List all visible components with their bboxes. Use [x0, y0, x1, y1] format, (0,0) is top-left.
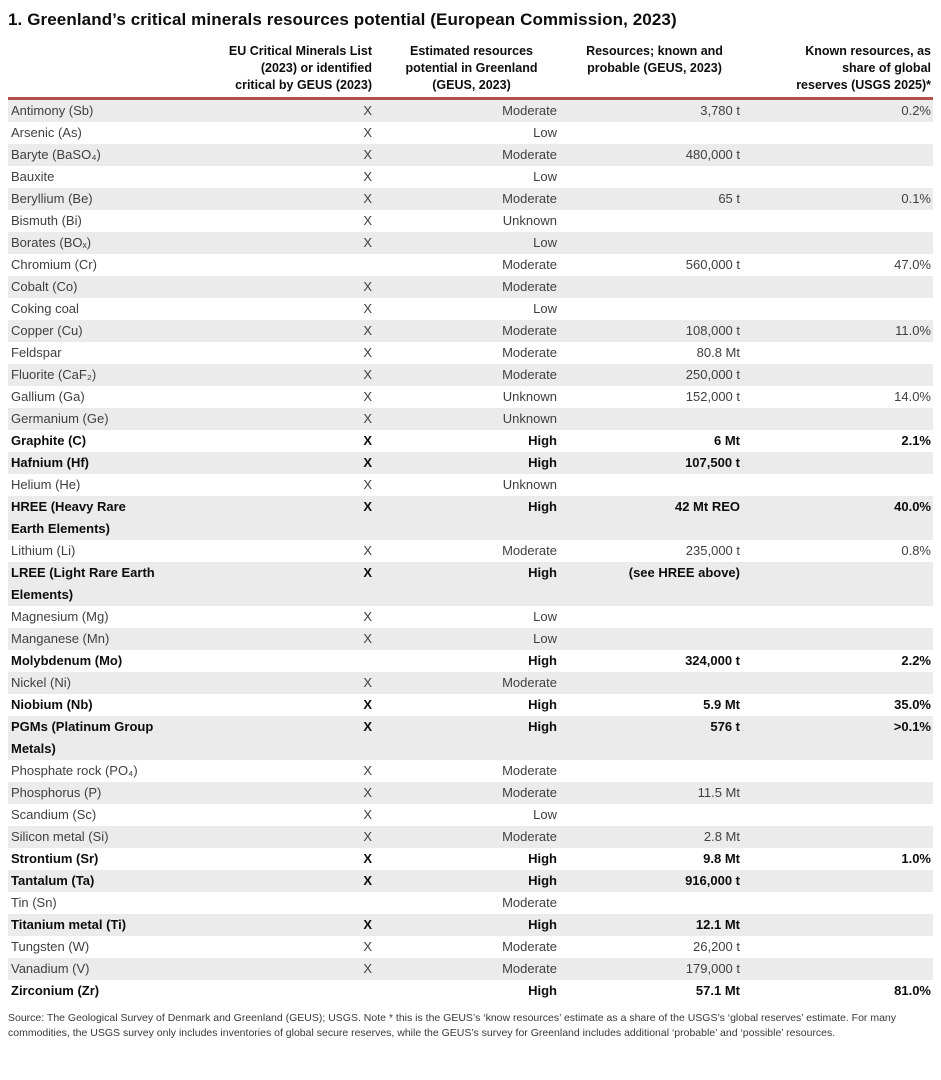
eu-critical-mark: X: [363, 147, 372, 162]
header-mineral: [8, 43, 190, 99]
resources-value: [563, 672, 746, 694]
eu-critical-mark: X: [363, 455, 372, 470]
share-value: 14.0%: [894, 389, 931, 404]
share-value: [746, 408, 933, 430]
eu-critical-mark: X: [363, 389, 372, 404]
table-row: [8, 188, 933, 210]
potential-value: Moderate: [502, 785, 557, 800]
potential-value: Moderate: [502, 675, 557, 690]
potential-value: Moderate: [502, 323, 557, 338]
table-row: [8, 914, 933, 936]
table-row: [8, 496, 933, 540]
mineral-name: Bauxite: [11, 169, 55, 184]
mineral-name: Vanadium (V): [11, 961, 90, 976]
potential-value: High: [528, 697, 557, 712]
share-value: [746, 782, 933, 804]
share-value: 2.2%: [901, 653, 931, 668]
eu-critical-mark: [190, 892, 380, 914]
table-row: [8, 936, 933, 958]
eu-critical-mark: X: [363, 301, 372, 316]
potential-value: High: [528, 565, 557, 580]
share-value: [746, 342, 933, 364]
mineral-name: Graphite (C): [11, 433, 87, 448]
table-row: [8, 122, 933, 144]
mineral-name: HREE (Heavy Rare: [11, 499, 126, 514]
table-row: [8, 672, 933, 694]
header-line: Estimated resources: [410, 44, 533, 58]
potential-value: Moderate: [502, 147, 557, 162]
share-value: 0.2%: [901, 103, 931, 118]
mineral-name: Arsenic (As): [11, 125, 82, 140]
mineral-name: Niobium (Nb): [11, 697, 93, 712]
eu-critical-mark: X: [363, 807, 372, 822]
potential-value: Low: [533, 125, 557, 140]
header-line: Known resources, as: [805, 44, 931, 58]
share-value: [746, 166, 933, 188]
header-line: potential in Greenland: [405, 61, 538, 75]
potential-value: Moderate: [502, 279, 557, 294]
potential-value: High: [528, 851, 557, 866]
table-row: [8, 144, 933, 166]
mineral-name: Zirconium (Zr): [11, 983, 100, 998]
potential-value: High: [528, 719, 557, 734]
resources-value: 152,000 t: [685, 389, 740, 404]
share-value: [746, 892, 933, 914]
resources-value: 108,000 t: [685, 323, 740, 338]
table-row: [8, 342, 933, 364]
eu-critical-mark: X: [363, 125, 372, 140]
mineral-name: Tantalum (Ta): [11, 873, 95, 888]
eu-critical-mark: X: [363, 961, 372, 976]
mineral-name: Antimony (Sb): [11, 103, 94, 118]
mineral-name: Copper (Cu): [11, 323, 83, 338]
resources-value: 250,000 t: [685, 367, 740, 382]
share-value: >0.1%: [893, 719, 931, 734]
resources-value: 2.8 Mt: [703, 829, 740, 844]
share-value: [746, 474, 933, 496]
header-eu-critical-list: [190, 43, 380, 99]
header-line: critical by GEUS (2023): [235, 78, 372, 92]
eu-critical-mark: X: [363, 499, 372, 514]
resources-value: 235,000 t: [685, 543, 740, 558]
share-value: 0.1%: [901, 191, 931, 206]
share-value: [746, 870, 933, 892]
share-value: [746, 276, 933, 298]
eu-critical-mark: X: [363, 191, 372, 206]
resources-value: 107,500 t: [685, 455, 740, 470]
potential-value: High: [528, 653, 557, 668]
potential-value: Unknown: [502, 213, 557, 228]
eu-critical-mark: X: [363, 411, 372, 426]
share-value: [746, 210, 933, 232]
eu-critical-mark: X: [363, 719, 372, 734]
share-value: 35.0%: [894, 697, 931, 712]
table-row: [8, 254, 933, 276]
table-row: [8, 892, 933, 914]
share-value: [746, 452, 933, 474]
mineral-name: Phosphorus (P): [11, 785, 102, 800]
mineral-name-cell: [8, 254, 190, 276]
share-value: 1.0%: [901, 851, 931, 866]
eu-critical-mark: X: [363, 697, 372, 712]
eu-critical-mark: X: [363, 565, 372, 580]
mineral-name-cell: [8, 958, 190, 980]
mineral-name-cell: [8, 430, 190, 452]
mineral-name: Molybdenum (Mo): [11, 653, 123, 668]
table-row: [8, 782, 933, 804]
table-row: [8, 870, 933, 892]
resources-value: 179,000 t: [685, 961, 740, 976]
mineral-name-cell: [8, 540, 190, 562]
potential-value: High: [528, 873, 557, 888]
mineral-name-cell: [8, 980, 190, 1002]
minerals-table: [8, 43, 933, 1002]
table-row: [8, 694, 933, 716]
resources-value: 42 Mt REO: [674, 499, 740, 514]
share-value: [746, 298, 933, 320]
share-value: [746, 804, 933, 826]
mineral-name: Tungsten (W): [11, 939, 90, 954]
mineral-name-cell: [8, 99, 190, 123]
mineral-name: Bismuth (Bi): [11, 213, 82, 228]
eu-critical-mark: X: [363, 213, 372, 228]
table-row: [8, 430, 933, 452]
potential-value: Low: [533, 301, 557, 316]
resources-value: 26,200 t: [693, 939, 740, 954]
mineral-name-cell: [8, 870, 190, 892]
table-row: [8, 540, 933, 562]
mineral-name-cell: [8, 122, 190, 144]
resources-value: [563, 408, 746, 430]
mineral-name: LREE (Light Rare Earth: [11, 565, 155, 580]
mineral-name-cell: [8, 364, 190, 386]
table-row: [8, 232, 933, 254]
mineral-name-cell: [8, 298, 190, 320]
eu-critical-mark: X: [363, 103, 372, 118]
potential-value: Low: [533, 235, 557, 250]
table-row: [8, 562, 933, 606]
resources-value: [563, 276, 746, 298]
mineral-name-cell: [8, 936, 190, 958]
potential-value: Moderate: [502, 895, 557, 910]
mineral-name-cell: [8, 232, 190, 254]
potential-value: Unknown: [502, 477, 557, 492]
potential-value: Moderate: [502, 345, 557, 360]
resources-value: [563, 760, 746, 782]
share-value: 0.8%: [901, 543, 931, 558]
mineral-name-cell: [8, 408, 190, 430]
mineral-name: Nickel (Ni): [11, 675, 71, 690]
eu-critical-mark: X: [363, 433, 372, 448]
mineral-name: Coking coal: [11, 301, 79, 316]
resources-value: [563, 298, 746, 320]
mineral-name-cell: [8, 320, 190, 342]
potential-value: Low: [533, 609, 557, 624]
table-body: [8, 99, 933, 1003]
potential-value: High: [528, 433, 557, 448]
share-value: [746, 672, 933, 694]
resources-value: 65 t: [718, 191, 740, 206]
potential-value: Low: [533, 631, 557, 646]
mineral-name-cell: [8, 144, 190, 166]
mineral-name-cell: [8, 804, 190, 826]
share-value: [746, 364, 933, 386]
mineral-name: Gallium (Ga): [11, 389, 85, 404]
resources-value: 12.1 Mt: [695, 917, 740, 932]
eu-critical-mark: X: [363, 873, 372, 888]
resources-value: [563, 210, 746, 232]
potential-value: Moderate: [502, 829, 557, 844]
potential-value: Moderate: [502, 961, 557, 976]
mineral-name: Chromium (Cr): [11, 257, 97, 272]
table-row: [8, 804, 933, 826]
share-value: 47.0%: [894, 257, 931, 272]
table-row: [8, 474, 933, 496]
share-value: [746, 144, 933, 166]
table-row: [8, 298, 933, 320]
potential-value: Moderate: [502, 543, 557, 558]
mineral-name: Helium (He): [11, 477, 81, 492]
resources-value: 576 t: [710, 719, 740, 734]
table-row: [8, 980, 933, 1002]
mineral-name-cell: [8, 276, 190, 298]
header-line: (2023) or identified: [260, 61, 372, 75]
share-value: 81.0%: [894, 983, 931, 998]
share-value: [746, 122, 933, 144]
resources-value: (see HREE above): [628, 565, 740, 580]
potential-value: Moderate: [502, 191, 557, 206]
mineral-name: PGMs (Platinum Group: [11, 719, 154, 734]
share-value: [746, 232, 933, 254]
mineral-name: Titanium metal (Ti): [11, 917, 127, 932]
eu-critical-mark: X: [363, 939, 372, 954]
mineral-name: Magnesium (Mg): [11, 609, 109, 624]
header-line: share of global: [842, 61, 931, 75]
share-value: [746, 826, 933, 848]
share-value: [746, 562, 933, 606]
eu-critical-mark: X: [363, 279, 372, 294]
resources-value: [563, 804, 746, 826]
header-line: (GEUS, 2023): [432, 78, 511, 92]
mineral-name-cell: [8, 716, 190, 760]
mineral-name: Hafnium (Hf): [11, 455, 89, 470]
resources-value: [563, 122, 746, 144]
mineral-name: Beryllium (Be): [11, 191, 93, 206]
eu-critical-mark: X: [363, 345, 372, 360]
resources-value: 11.5 Mt: [697, 785, 740, 800]
resources-value: 6 Mt: [714, 433, 740, 448]
mineral-name-cell: [8, 342, 190, 364]
potential-value: High: [528, 917, 557, 932]
mineral-name-cell: [8, 914, 190, 936]
table-row: [8, 452, 933, 474]
header-estimated-potential: [380, 43, 563, 99]
mineral-name-cell: [8, 628, 190, 650]
table-row: [8, 650, 933, 672]
mineral-name: Phosphate rock (PO₄): [11, 763, 138, 778]
table-row: [8, 276, 933, 298]
table-row: [8, 958, 933, 980]
mineral-name: Germanium (Ge): [11, 411, 109, 426]
share-value: [746, 914, 933, 936]
mineral-name-cell: [8, 474, 190, 496]
mineral-name-cell: [8, 694, 190, 716]
mineral-name-line2: Metals): [11, 741, 56, 756]
eu-critical-mark: X: [363, 169, 372, 184]
potential-value: Moderate: [502, 939, 557, 954]
mineral-name: Manganese (Mn): [11, 631, 110, 646]
resources-value: [563, 628, 746, 650]
potential-value: Low: [533, 807, 557, 822]
resources-value: [563, 474, 746, 496]
table-row: [8, 826, 933, 848]
source-note: Source: The Geological Survey of Denmark and Greenland (GEUS); USGS. Note * this is the GEUS’s ‘know resources’ estimate as a share of the USGS’s ‘global reserves’ estimate. For many commodities, the USGS survey only includes inventories of global secure reserves, while the GEUS’s survey for Greenland includes additional ‘probable’ and ‘possible’ resources.: [8, 1012, 897, 1039]
mineral-name-cell: [8, 452, 190, 474]
share-value: 40.0%: [894, 499, 931, 514]
table-row: [8, 606, 933, 628]
mineral-name: Cobalt (Co): [11, 279, 78, 294]
share-value: [746, 958, 933, 980]
resources-value: [563, 606, 746, 628]
eu-critical-mark: X: [363, 235, 372, 250]
table-row: [8, 408, 933, 430]
mineral-name-cell: [8, 848, 190, 870]
eu-critical-mark: [190, 254, 380, 276]
mineral-name-cell: [8, 166, 190, 188]
resources-value: 916,000 t: [685, 873, 740, 888]
resources-value: 480,000 t: [685, 147, 740, 162]
figure-title: 1. Greenland’s critical minerals resources potential (European Commission, 2023): [8, 10, 677, 29]
share-value: [746, 936, 933, 958]
share-value: [746, 606, 933, 628]
mineral-name-cell: [8, 672, 190, 694]
resources-value: 57.1 Mt: [695, 983, 740, 998]
mineral-name-cell: [8, 562, 190, 606]
mineral-name-cell: [8, 606, 190, 628]
header-line: reserves (USGS 2025)*: [796, 78, 931, 92]
table-row: [8, 628, 933, 650]
mineral-name: Silicon metal (Si): [11, 829, 109, 844]
mineral-name: Tin (Sn): [11, 895, 57, 910]
eu-critical-mark: X: [363, 543, 372, 558]
potential-value: High: [528, 499, 557, 514]
eu-critical-mark: [190, 980, 380, 1002]
eu-critical-mark: X: [363, 631, 372, 646]
table-row: [8, 320, 933, 342]
header-line: Resources; known and: [586, 44, 723, 58]
resources-value: 560,000 t: [685, 257, 740, 272]
resources-value: [563, 892, 746, 914]
potential-value: Moderate: [502, 763, 557, 778]
eu-critical-mark: [190, 650, 380, 672]
resources-value: [563, 232, 746, 254]
mineral-name-cell: [8, 496, 190, 540]
mineral-name: Baryte (BaSO₄): [11, 147, 101, 162]
table-header: [8, 43, 933, 99]
mineral-name-cell: [8, 760, 190, 782]
potential-value: Unknown: [502, 389, 557, 404]
table-row: [8, 210, 933, 232]
potential-value: Moderate: [502, 367, 557, 382]
mineral-name: Lithium (Li): [11, 543, 76, 558]
potential-value: High: [528, 983, 557, 998]
resources-value: 5.9 Mt: [703, 697, 740, 712]
share-value: [746, 628, 933, 650]
table-row: [8, 386, 933, 408]
mineral-name-cell: [8, 782, 190, 804]
mineral-name-cell: [8, 188, 190, 210]
mineral-name-line2: Earth Elements): [11, 521, 110, 536]
share-value: [746, 760, 933, 782]
header-line: EU Critical Minerals List: [228, 44, 372, 58]
table-row: [8, 99, 933, 123]
eu-critical-mark: X: [363, 477, 372, 492]
mineral-name: Strontium (Sr): [11, 851, 99, 866]
eu-critical-mark: X: [363, 675, 372, 690]
share-value: 2.1%: [901, 433, 931, 448]
share-value: 11.0%: [895, 323, 931, 338]
eu-critical-mark: X: [363, 323, 372, 338]
resources-value: 324,000 t: [685, 653, 740, 668]
header-line: probable (GEUS, 2023): [587, 61, 722, 75]
eu-critical-mark: X: [363, 367, 372, 382]
potential-value: Low: [533, 169, 557, 184]
mineral-name: Borates (BOₓ): [11, 235, 92, 250]
mineral-name: Scandium (Sc): [11, 807, 97, 822]
mineral-name-cell: [8, 650, 190, 672]
resources-value: 80.8 Mt: [696, 345, 740, 360]
eu-critical-mark: X: [363, 785, 372, 800]
eu-critical-mark: X: [363, 609, 372, 624]
potential-value: Moderate: [502, 103, 557, 118]
potential-value: High: [528, 455, 557, 470]
eu-critical-mark: X: [363, 917, 372, 932]
mineral-name: Feldspar: [11, 345, 62, 360]
mineral-name: Fluorite (CaF₂): [11, 367, 97, 382]
eu-critical-mark: X: [363, 851, 372, 866]
mineral-name-line2: Elements): [11, 587, 74, 602]
table-row: [8, 166, 933, 188]
table-row: [8, 716, 933, 760]
eu-critical-mark: X: [363, 763, 372, 778]
potential-value: Unknown: [502, 411, 557, 426]
resources-value: [563, 166, 746, 188]
resources-value: 9.8 Mt: [703, 851, 740, 866]
resources-value: 3,780 t: [700, 103, 740, 118]
header-global-share: [746, 43, 933, 99]
table-row: [8, 760, 933, 782]
potential-value: Moderate: [502, 257, 557, 272]
header-known-probable-resources: [563, 43, 746, 99]
table-row: [8, 364, 933, 386]
mineral-name-cell: [8, 826, 190, 848]
eu-critical-mark: X: [363, 829, 372, 844]
mineral-name-cell: [8, 210, 190, 232]
table-row: [8, 848, 933, 870]
mineral-name-cell: [8, 892, 190, 914]
mineral-name-cell: [8, 386, 190, 408]
